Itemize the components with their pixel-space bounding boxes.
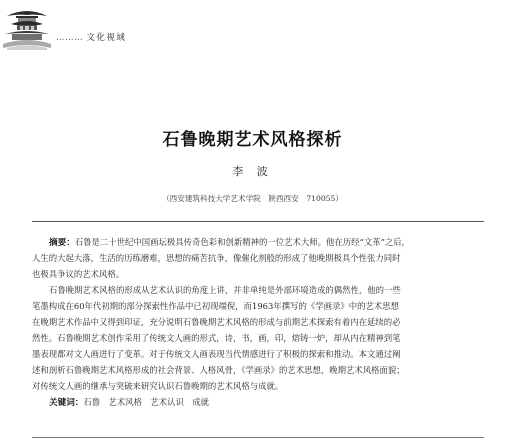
author-name: 李 波 bbox=[232, 165, 273, 178]
abstract-text: 石鲁是二十世纪中国画坛极具传奇色彩和创新精神的一位艺术大师。他在历经“文革”之后， bbox=[74, 237, 410, 247]
keywords-text: 石鲁 艺术风格 艺术认识 成就 bbox=[83, 397, 210, 407]
page-header bbox=[0, 0, 505, 56]
abstract-line: 墨表现都对文人画进行了变革。对于传统文人画表现当代情感进行了积极的探索和推动。本文通过阐 bbox=[32, 349, 401, 359]
abstract-line: 对传统文人画的继承与突破来研究认识石鲁晚期的艺术风格与成就。 bbox=[32, 381, 284, 391]
keywords bbox=[32, 394, 484, 410]
abstract-line: 也极具争议的艺术风格。 bbox=[32, 269, 125, 279]
pavilion-logo-icon bbox=[3, 6, 51, 50]
leader-dots: ……… bbox=[56, 33, 84, 43]
abstract-line: 述和剖析石鲁晚期艺术风格形成的社会背景、人格风骨，《学画录》的艺术思想，晚期艺术风格面貌； bbox=[32, 365, 405, 375]
abstract-line: 在晚期艺术作品中又得到印证，充分说明石鲁晚期艺术风格的形成与前期艺术探索有着内在延续的必 bbox=[32, 317, 401, 327]
abstract-line: 笔墨构成在60年代初期的部分探索性作品中已初现端倪，而1963年撰写的《学画录》中的艺术思想 bbox=[32, 301, 399, 311]
abstract-label: 摘要： bbox=[49, 238, 75, 248]
section-name: 文化视域 bbox=[86, 33, 127, 43]
abstract-line bbox=[32, 234, 484, 250]
author-affiliation: （西安建筑科技大学艺术学院 陕西西安 710055） bbox=[162, 194, 343, 203]
section-label bbox=[56, 31, 126, 43]
bottom-divider bbox=[32, 437, 484, 438]
abstract-line: 人生的大起大落，生活的历练磨难，思想的痛苦抗争，像催化剂般的形成了他晚期极具个性张力同时 bbox=[32, 253, 401, 263]
article-title: 石鲁晚期艺术风格探析 bbox=[162, 130, 343, 150]
abstract-line: 石鲁晚期艺术风格的形成从艺术认识的角度上讲，并非单纯是外部环境造成的偶然性，他的一些 bbox=[49, 285, 401, 295]
keywords-label: 关键词： bbox=[49, 398, 84, 408]
abstract bbox=[32, 234, 484, 410]
top-divider bbox=[32, 221, 484, 222]
abstract-line: 然性。石鲁晚期艺术创作采用了传统文人画的形式，诗，书，画，印，熔铸一炉，却从内在精神到笔 bbox=[32, 333, 401, 343]
